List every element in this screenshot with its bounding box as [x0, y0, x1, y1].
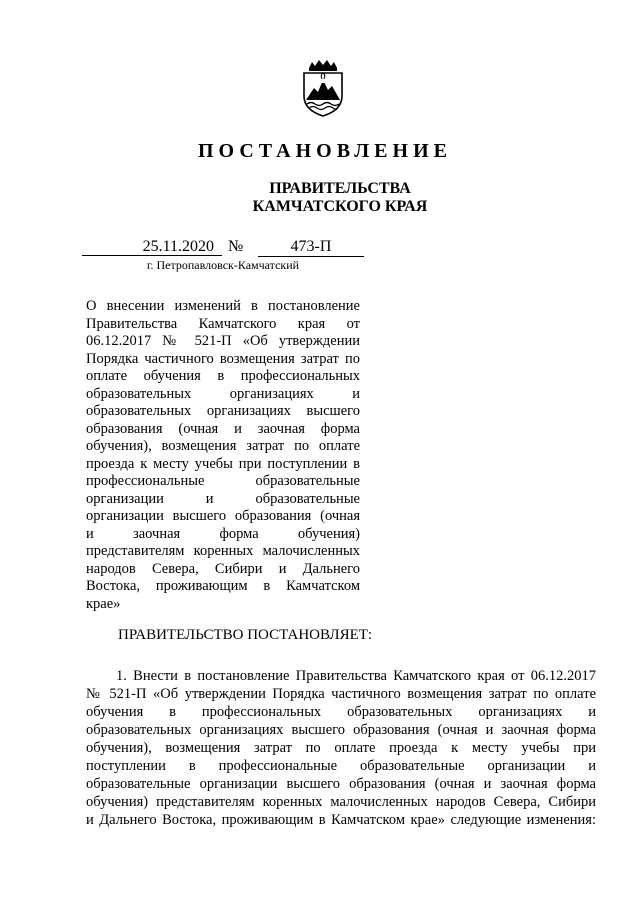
subject-line: образовательных организациях высшего [86, 403, 360, 419]
coat-of-arms-icon [300, 58, 346, 118]
subject-line: оплате обучения в профессиональных [86, 368, 360, 384]
subject-line: профессиональные образовательные [86, 473, 360, 489]
body-line: и Дальнего Востока, проживающим в Камчатском крае» следующие изменения: [86, 812, 596, 828]
subject-line: и заочная форма обучения) [86, 525, 360, 542]
issuer-block [0, 180, 640, 216]
body-line: обучения в профессиональных образовательных организациях и [86, 704, 596, 720]
document-date: 25.11.2020 [82, 238, 222, 256]
issuer-line-1: ПРАВИТЕЛЬСТВА [269, 180, 411, 197]
subject-line: образовательных организациях и [86, 385, 360, 402]
number-sign: № [228, 238, 244, 255]
date-number-row [82, 238, 364, 258]
body-line: обучения), возмещения затрат по оплате проезда к месту учебы при [86, 740, 596, 756]
subject-line: народов Севера, Сибири и Дальнего [86, 560, 360, 577]
body-line: поступлении в профессиональные образовательные организации и [86, 758, 596, 774]
subject-line: организации высшего образования (очная [86, 508, 360, 524]
body-line: обучения) представителям коренных малочисленных народов Севера, Сибири [86, 794, 596, 810]
subject-line: 06.12.2017 № 521-П «Об утверждении [86, 333, 360, 349]
subject-line: Правительства Камчатского края от [86, 315, 360, 332]
subject-line: представителям коренных малочисленных [86, 543, 360, 559]
subject-line: проезда к месту учебы при поступлении в [86, 455, 360, 472]
resolution-heading: ПРАВИТЕЛЬСТВО ПОСТАНОВЛЯЕТ: [118, 627, 373, 643]
subject-line: Востока, проживающим в Камчатском [86, 578, 360, 594]
body-line: № 521-П «Об утверждении Порядка частичного возмещения затрат по оплате [86, 686, 596, 702]
document-body [86, 667, 596, 829]
body-line: образовательных организациях высшего образования (очная и заочная форма [86, 722, 596, 738]
document-subject [86, 298, 360, 613]
body-line: 1. Внести в постановление Правительства Камчатского края от 06.12.2017 [116, 668, 596, 684]
subject-line: обучения), возмещения затрат по оплате [86, 438, 360, 454]
document-title: ПОСТАНОВЛЕНИЕ [198, 140, 452, 162]
body-line: образовательные организации высшего образования (очная и заочная форма [86, 776, 596, 792]
subject-line: образования (очная и заочная форма [86, 420, 360, 437]
document-city: г. Петропавловск-Камчатский [146, 258, 300, 272]
subject-line: крае» [86, 595, 121, 612]
document-number: 473-П [258, 238, 364, 257]
subject-line: организации и образовательные [86, 490, 360, 507]
subject-line: О внесении изменений в постановление [86, 298, 360, 314]
issuer-line-2: КАМЧАТСКОГО КРАЯ [252, 198, 428, 215]
subject-line: Порядка частичного возмещения затрат по [86, 350, 360, 367]
